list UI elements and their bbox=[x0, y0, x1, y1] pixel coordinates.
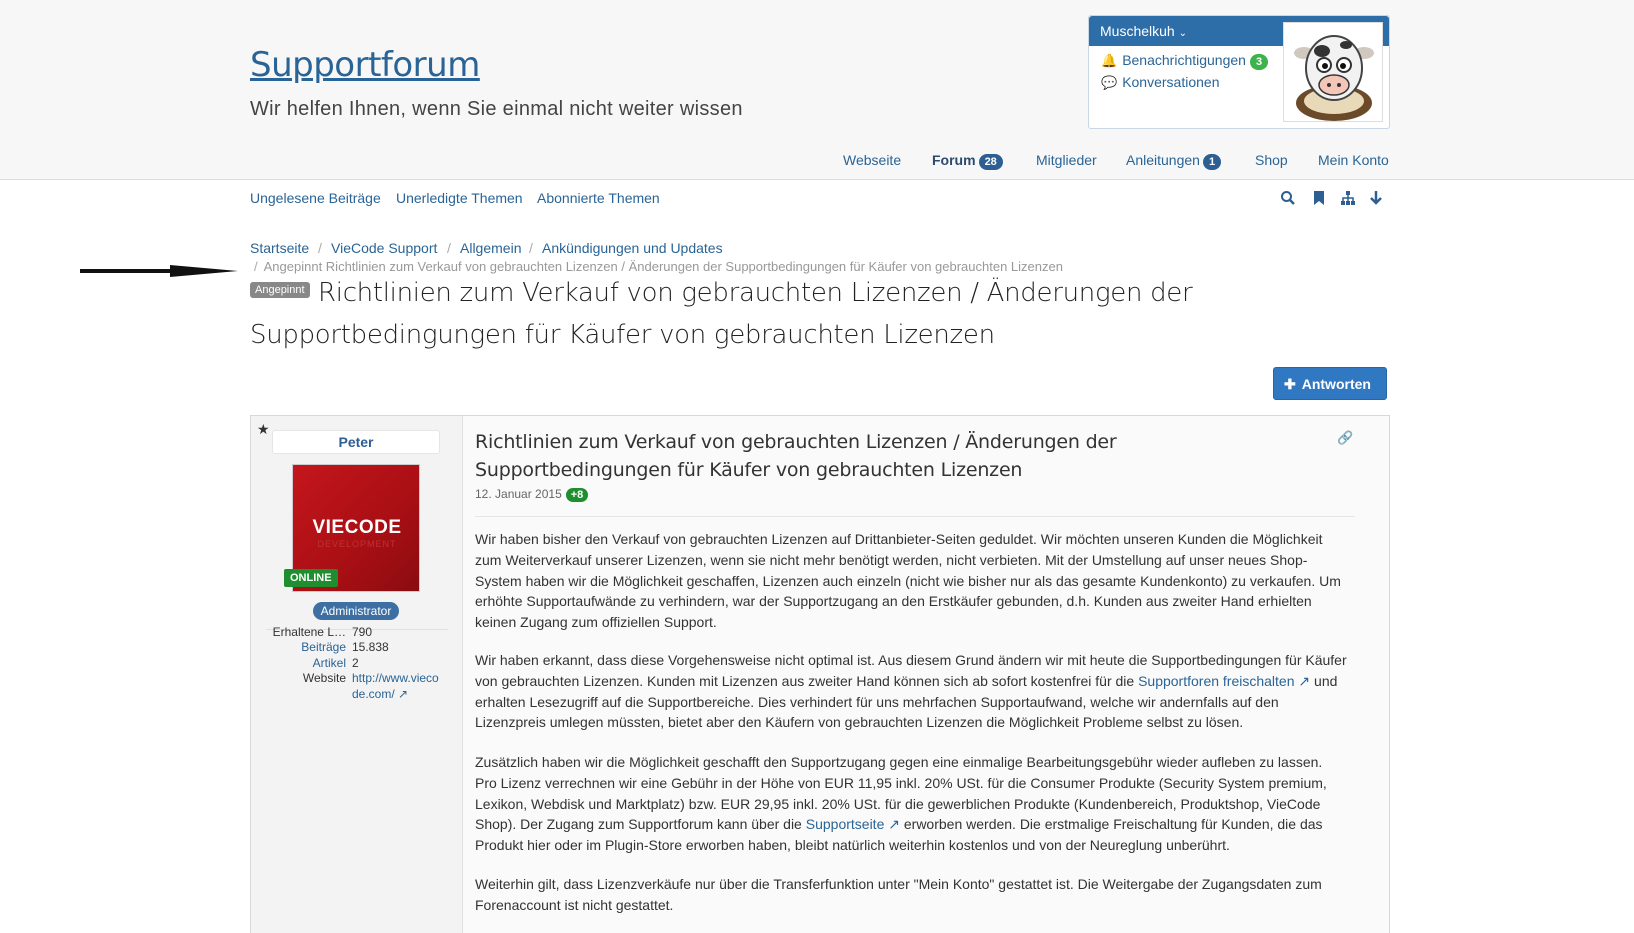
breadcrumb-allgemein[interactable]: Allgemein bbox=[460, 240, 522, 256]
subnav-unsolved[interactable]: Unerledigte Themen bbox=[396, 190, 523, 206]
breadcrumb-viecode-support[interactable]: VieCode Support bbox=[331, 240, 438, 256]
post-author-sidebar bbox=[251, 416, 463, 933]
nav-mitglieder[interactable]: Mitglieder bbox=[1036, 152, 1097, 168]
thread-title: Richtlinien zum Verkauf von gebrauchten Lizenzen / Änderungen der Supportbedingungen für Käufer von gebrauchten Lizenzen bbox=[250, 278, 1193, 350]
username-label: Muschelkuh bbox=[1100, 23, 1175, 39]
user-panel bbox=[1088, 15, 1390, 129]
p2-text-b: und erhalten Lesezugriff auf die Supportbereiche. Dies verhindert für uns mehrfachen Supportaufwand, welche wir andernfalls auf den Lizenzpreis umlegen müssten, bietet aber den Käufern von gebrauchten Lizenzen die Möglichkeit Probleme selbst zu lösen. bbox=[475, 672, 1338, 731]
stat-value-posts: 15.838 bbox=[352, 640, 389, 654]
breadcrumb-separator: / bbox=[529, 240, 533, 256]
post-paragraph-4: Weiterhin gilt, dass Lizenzverkäufe nur über die Transferfunktion unter "Mein Konto" gestattet ist. Die Weitergabe der Zugangsdaten zum Forenaccount ist nicht gestattet. bbox=[475, 876, 1322, 913]
post-date-text[interactable]: 12. Januar 2015 bbox=[475, 487, 562, 501]
stat-label-website: Website bbox=[302, 671, 346, 685]
bell-icon: 🔔 bbox=[1101, 53, 1118, 68]
sitemap-icon[interactable] bbox=[1340, 190, 1356, 206]
role-badge: Administrator bbox=[313, 602, 399, 620]
support-page-link[interactable]: Supportseite bbox=[805, 816, 885, 833]
external-link-icon: ↗ bbox=[1298, 672, 1311, 689]
stat-label-likes: Erhaltene L… bbox=[272, 625, 346, 639]
likes-badge[interactable]: +8 bbox=[566, 488, 589, 502]
chevron-down-icon: ⌄ bbox=[1178, 28, 1187, 39]
notifications-badge: 3 bbox=[1250, 54, 1268, 70]
site-title[interactable]: Supportforum bbox=[250, 45, 480, 85]
subnav-unread[interactable]: Ungelesene Beiträge bbox=[250, 190, 381, 206]
forum-badge: 28 bbox=[979, 154, 1003, 170]
online-badge: ONLINE bbox=[284, 569, 338, 587]
site-subtitle: Wir helfen Ihnen, wenn Sie einmal nicht weiter wissen bbox=[250, 98, 743, 120]
post-paragraph-1: Wir haben bisher den Verkauf von gebrauchten Lizenzen auf Drittanbieter-Seiten geduldet. Wir möchten unseren Kunden die Möglichkeit zum Weiterverkauf unserer Lizenzen, wenn sie nicht mehr benötigt werden, nicht verbieten. Mit der Umstellung auf unser neues Shop-System haben wir die Möglichkeit geschaffen, Lizenzen auch einzeln (nicht wie bisher nur als das gesamte Kundenkonto) zu verkaufen. Um erhöhte Supportaufwände zu verhindern, war der Supportzugang an den Erstkäufer gebunden, d.h. Kunden aus zweiter Hand erhielten keinen Zugang zum offiziellen Support. bbox=[475, 531, 1341, 631]
anleitungen-badge: 1 bbox=[1203, 154, 1221, 170]
nav-forum[interactable] bbox=[932, 152, 1003, 170]
p3-text-b: erworben werden. Die erstmalige Freischaltung für Kunden, die das Produkt hier oder im Plugin-Store erworben haben, bleibt natürlich weiterhin kostenlos und von der Neureglung unberührt. bbox=[475, 816, 1323, 854]
post bbox=[250, 415, 1390, 933]
avatar-subtext: DEVELOPMENT bbox=[317, 539, 397, 549]
bookmark-icon[interactable] bbox=[1311, 190, 1327, 206]
notifications-label: Benachrichtigungen bbox=[1122, 52, 1246, 68]
search-icon[interactable] bbox=[1280, 190, 1296, 206]
reply-button[interactable] bbox=[1273, 367, 1387, 400]
nav-anleitungen-label: Anleitungen bbox=[1126, 152, 1200, 168]
notifications-link[interactable] bbox=[1101, 52, 1268, 70]
stat-value-website[interactable]: http://www.vieco bbox=[352, 671, 439, 685]
stat-value-articles: 2 bbox=[352, 656, 359, 670]
post-paragraph-2 bbox=[475, 650, 1347, 733]
post-title: Richtlinien zum Verkauf von gebrauchten Lizenzen / Änderungen der Supportbedingungen für Käufer von gebrauchten Lizenzen bbox=[475, 431, 1117, 481]
avatar-text: VIECODE bbox=[312, 517, 402, 538]
subnav-subscribed[interactable]: Abonnierte Themen bbox=[537, 190, 660, 206]
stat-label-posts[interactable]: Beiträge bbox=[301, 640, 346, 654]
reply-button-label: Antworten bbox=[1301, 376, 1371, 392]
nav-anleitungen[interactable] bbox=[1126, 152, 1221, 170]
annotation-arrow-icon bbox=[80, 263, 240, 279]
conversations-link[interactable] bbox=[1101, 74, 1219, 91]
conversations-label: Konversationen bbox=[1122, 74, 1220, 90]
breadcrumb-current-text: Angepinnt Richtlinien zum Verkauf von gebrauchten Lizenzen / Änderungen der Supportbedingungen für Käufer von gebrauchten Lizenzen bbox=[263, 259, 1063, 274]
breadcrumb-ankuendigungen[interactable]: Ankündigungen und Updates bbox=[542, 240, 723, 256]
stat-label-articles[interactable]: Artikel bbox=[312, 656, 346, 670]
divider bbox=[475, 516, 1355, 517]
website-cont-text: de.com/ bbox=[352, 687, 395, 701]
post-paragraph-3 bbox=[475, 752, 1347, 856]
nav-webseite[interactable]: Webseite bbox=[843, 152, 902, 168]
plus-icon: ✚ bbox=[1284, 376, 1296, 392]
arrow-down-icon[interactable] bbox=[1368, 190, 1384, 206]
nav-forum-label: Forum bbox=[932, 152, 976, 168]
p2-text-a: Wir haben erkannt, dass diese Vorgehensweise nicht optimal ist. Aus diesem Grund ändern wir mit heute die Supportbedingungen für Käufer von gebrauchten Lizenzen. Kunden mit Lizenzen aus zweiter Hand können sich ab sofort kostenfrei für die bbox=[475, 652, 1347, 689]
nav-mein-konto[interactable]: Mein Konto bbox=[1318, 152, 1389, 168]
stat-value-likes: 790 bbox=[352, 625, 373, 639]
pinned-badge: Angepinnt bbox=[250, 282, 310, 298]
breadcrumb-separator: / bbox=[318, 240, 322, 256]
external-link-icon: ↗ bbox=[888, 816, 900, 833]
support-unlock-link[interactable]: Supportforen freischalten bbox=[1138, 672, 1295, 689]
permalink-icon[interactable]: 🔗 bbox=[1337, 430, 1354, 445]
nav-shop[interactable]: Shop bbox=[1255, 152, 1288, 168]
author-name[interactable]: Peter bbox=[272, 430, 440, 454]
comments-icon: 💬 bbox=[1101, 75, 1118, 90]
p3-text-a: Zusätzlich haben wir die Möglichkeit geschafft den Supportzugang gegen eine einmalige Bearbeitungsgebühr wieder aufleben zu lassen. Pro Lizenz verrechnen wir eine Gebühr in der Höhe von EUR 11,95 inkl. 20% USt. für die Consumer Produkte (Security System premium, Lexikon, Webdisk und Marktplatz) bzw. EUR 29,95 inkl. 20% USt. für die gewerblichen Produkte (Kundenbereich, Produktshop, VieCode Shop). Der Zugang zum Supportforum kann über die bbox=[475, 754, 1327, 833]
cow-avatar-icon bbox=[1284, 23, 1383, 122]
user-avatar[interactable] bbox=[1283, 22, 1383, 122]
breadcrumb-current: / Angepinnt Richtlinien zum Verkauf von gebrauchten Lizenzen / Änderungen der Supportbedingungen für Käufer von gebrauchten Lizenzen bbox=[254, 259, 1063, 274]
breadcrumb-separator: / bbox=[447, 240, 451, 256]
breadcrumb-startseite[interactable]: Startseite bbox=[250, 240, 310, 256]
stat-value-website-cont[interactable] bbox=[352, 687, 408, 701]
star-icon: ★ bbox=[257, 421, 270, 437]
external-link-icon: ↗ bbox=[398, 687, 409, 701]
post-date bbox=[475, 487, 588, 501]
